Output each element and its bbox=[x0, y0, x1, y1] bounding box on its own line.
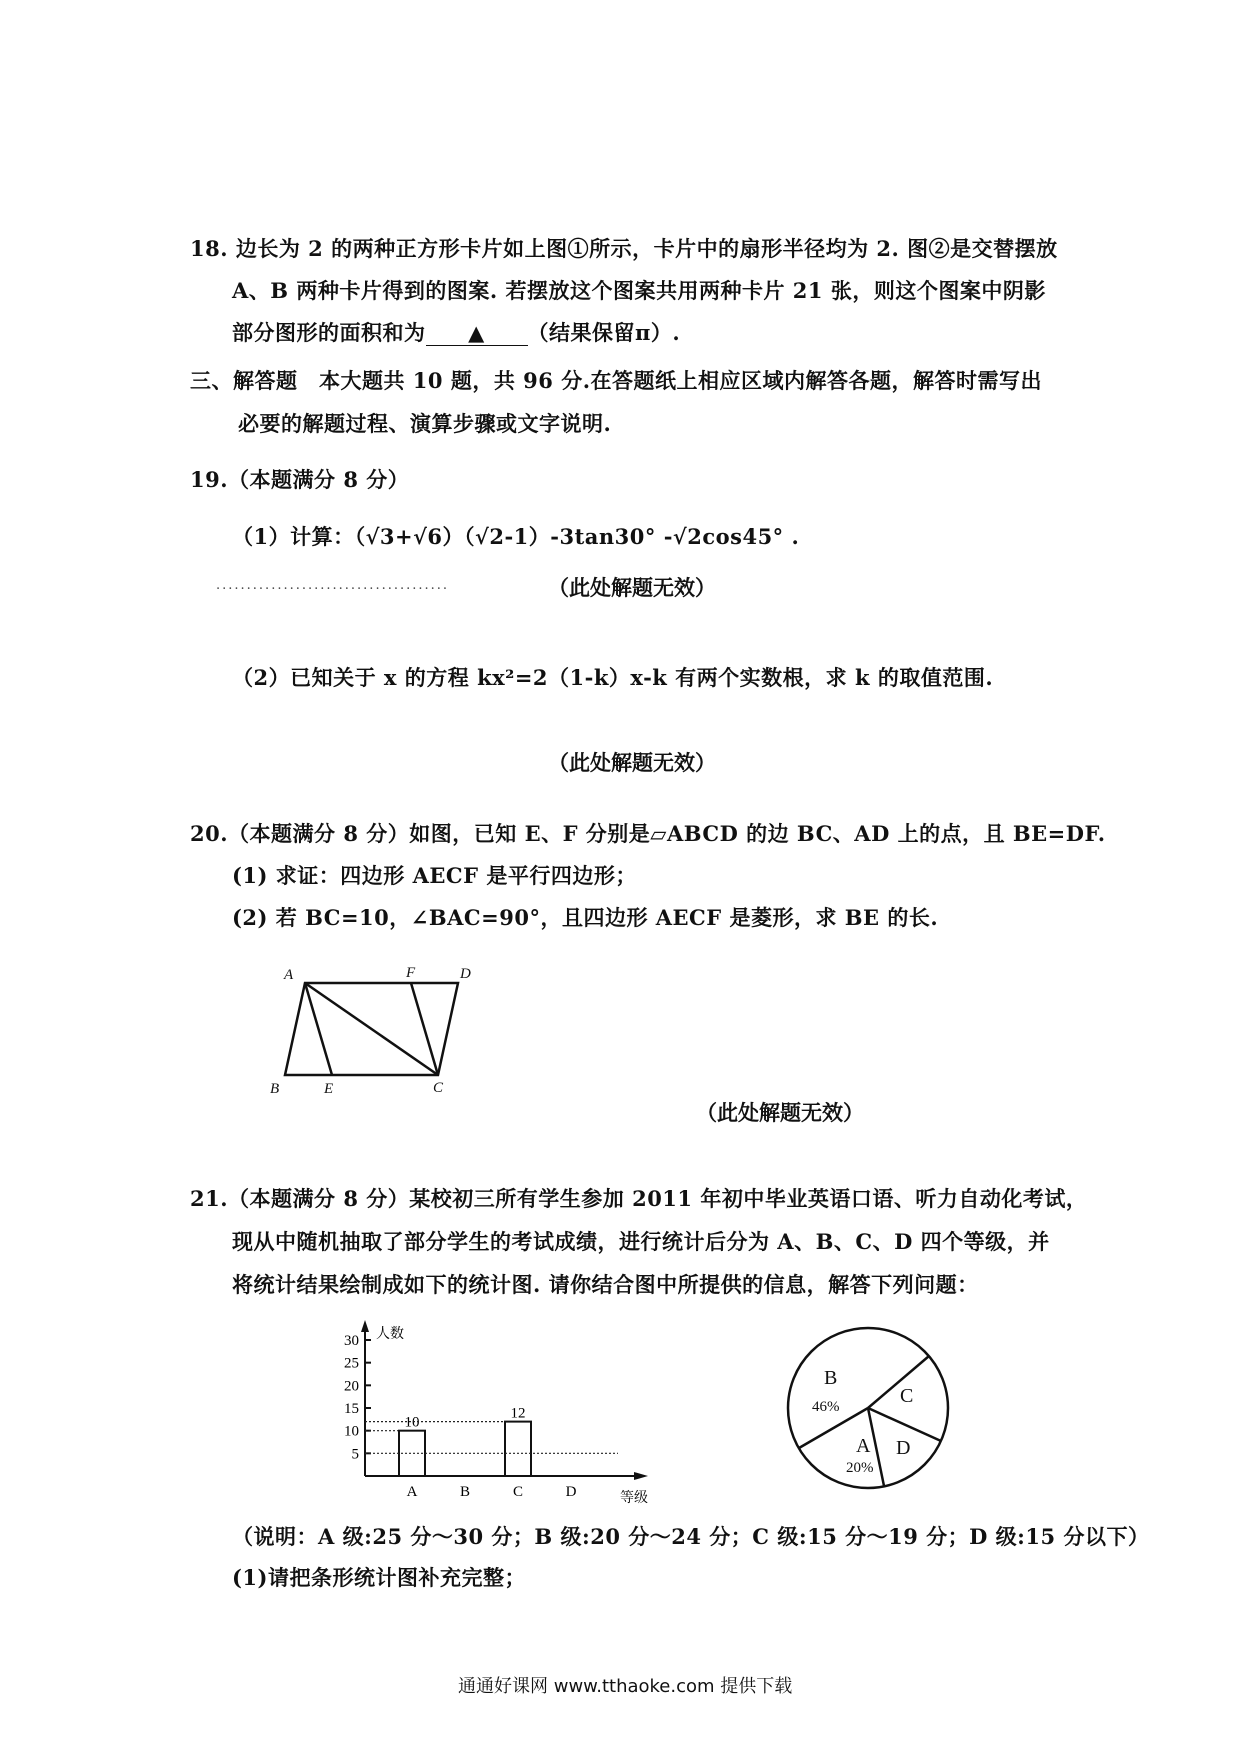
parallelogram-figure bbox=[270, 965, 500, 1095]
q20-invalid-note: （此处解题无效） bbox=[696, 1100, 864, 1125]
q18-line3-pre: 部分图形的面积和为 bbox=[232, 320, 426, 345]
y-axis-label: 人数 bbox=[376, 1326, 404, 1342]
footer-credit: 通通好课网 www.tthaoke.com 提供下载 bbox=[458, 1676, 793, 1697]
x-tick-label: D bbox=[565, 1484, 577, 1500]
segment-ac bbox=[305, 983, 438, 1075]
y-axis-arrow bbox=[361, 1320, 369, 1332]
y-tick-label: 30 bbox=[344, 1333, 359, 1349]
x-axis-label: 等级 bbox=[620, 1490, 648, 1506]
x-axis-arrow bbox=[634, 1472, 648, 1480]
bar-C bbox=[505, 1422, 531, 1476]
label-b: B bbox=[270, 1081, 280, 1095]
pie-label-d: D bbox=[896, 1437, 911, 1459]
label-f: F bbox=[406, 965, 416, 981]
segment-fc bbox=[411, 983, 438, 1075]
y-tick-label: 20 bbox=[344, 1378, 359, 1395]
q19-part1: （1）计算：（√3+√6）（√2-1）-3tan30° -√2cos45° . bbox=[232, 524, 800, 549]
y-tick-label: 25 bbox=[344, 1355, 359, 1372]
q21-line1: 21.（本题满分 8 分）某校初三所有学生参加 2011 年初中毕业英语口语、听力自动化考试， bbox=[190, 1186, 1088, 1211]
answer-blank: ▲ bbox=[426, 320, 528, 346]
q19-invalid-note-2: （此处解题无效） bbox=[548, 750, 716, 775]
x-tick-label: A bbox=[406, 1484, 418, 1500]
pie-percent-b: 46% bbox=[812, 1399, 840, 1415]
bar-data-label: 10 bbox=[404, 1414, 420, 1431]
q18-line2: A、B 两种卡片得到的图案. 若摆放这个图案共用两种卡片 21 张，则这个图案中阴影 bbox=[232, 278, 1046, 303]
q20-part2: (2) 若 BC=10，∠BAC=90°，且四边形 AECF 是菱形，求 BE 的长. bbox=[232, 905, 939, 930]
pie-divider-bc bbox=[868, 1356, 929, 1408]
q18-line3-post: （结果保留π）. bbox=[527, 320, 681, 345]
y-tick-label: 10 bbox=[344, 1423, 359, 1440]
q20-part1: (1) 求证：四边形 AECF 是平行四边形； bbox=[232, 863, 637, 888]
label-c: C bbox=[433, 1080, 444, 1095]
x-tick-label: B bbox=[459, 1484, 471, 1500]
pie-chart bbox=[780, 1322, 960, 1502]
pie-label-a: A bbox=[856, 1435, 871, 1457]
q20-title: 20.（本题满分 8 分）如图，已知 E、F 分别是▱ABCD 的边 BC、AD 上的点，且 BE=DF. bbox=[190, 821, 1106, 846]
bar-chart bbox=[320, 1318, 665, 1508]
y-tick-label: 5 bbox=[351, 1446, 359, 1463]
label-d: D bbox=[460, 966, 471, 982]
q19-invalid-note-1: （此处解题无效） bbox=[548, 575, 716, 600]
label-e: E bbox=[324, 1081, 334, 1095]
q19-part2: （2）已知关于 x 的方程 kx²=2（1-k）x-k 有两个实数根，求 k 的取值范围. bbox=[232, 665, 994, 690]
label-a: A bbox=[284, 967, 294, 983]
q21-sub1: (1)请把条形统计图补充完整； bbox=[232, 1565, 526, 1590]
q21-line3: 将统计结果绘制成如下的统计图. 请你结合图中所提供的信息，解答下列问题： bbox=[232, 1272, 979, 1297]
pie-label-b: B bbox=[824, 1367, 838, 1389]
q21-line2: 现从中随机抽取了部分学生的考试成绩，进行统计后分为 A、B、C、D 四个等级，并 bbox=[232, 1229, 1050, 1254]
bar-data-label: 12 bbox=[510, 1405, 526, 1422]
q18-line1: 18. 边长为 2 的两种正方形卡片如上图①所示，卡片中的扇形半径均为 2. 图②是交替摆放 bbox=[190, 236, 1058, 261]
q19-title: 19.（本题满分 8 分） bbox=[190, 467, 410, 492]
y-tick-label: 15 bbox=[344, 1401, 359, 1417]
segment-ae bbox=[305, 983, 332, 1075]
section3-heading-line2: 必要的解题过程、演算步骤或文字说明. bbox=[238, 411, 612, 436]
q18-line3 bbox=[232, 317, 680, 347]
q21-grade-note: （说明：A 级:25 分～30 分；B 级:20 分～24 分；C 级:15 分～19 分；D 级:15 分以下） bbox=[232, 1524, 1150, 1549]
x-tick-label: C bbox=[512, 1484, 524, 1500]
section3-heading: 三、解答题 本大题共 10 题，共 96 分.在答题纸上相应区域内解答各题，解答时需写出 bbox=[190, 368, 1042, 393]
pie-percent-a: 20% bbox=[846, 1460, 874, 1476]
pie-label-c: C bbox=[900, 1385, 914, 1407]
dotted-separator: ...................................... bbox=[216, 578, 450, 593]
